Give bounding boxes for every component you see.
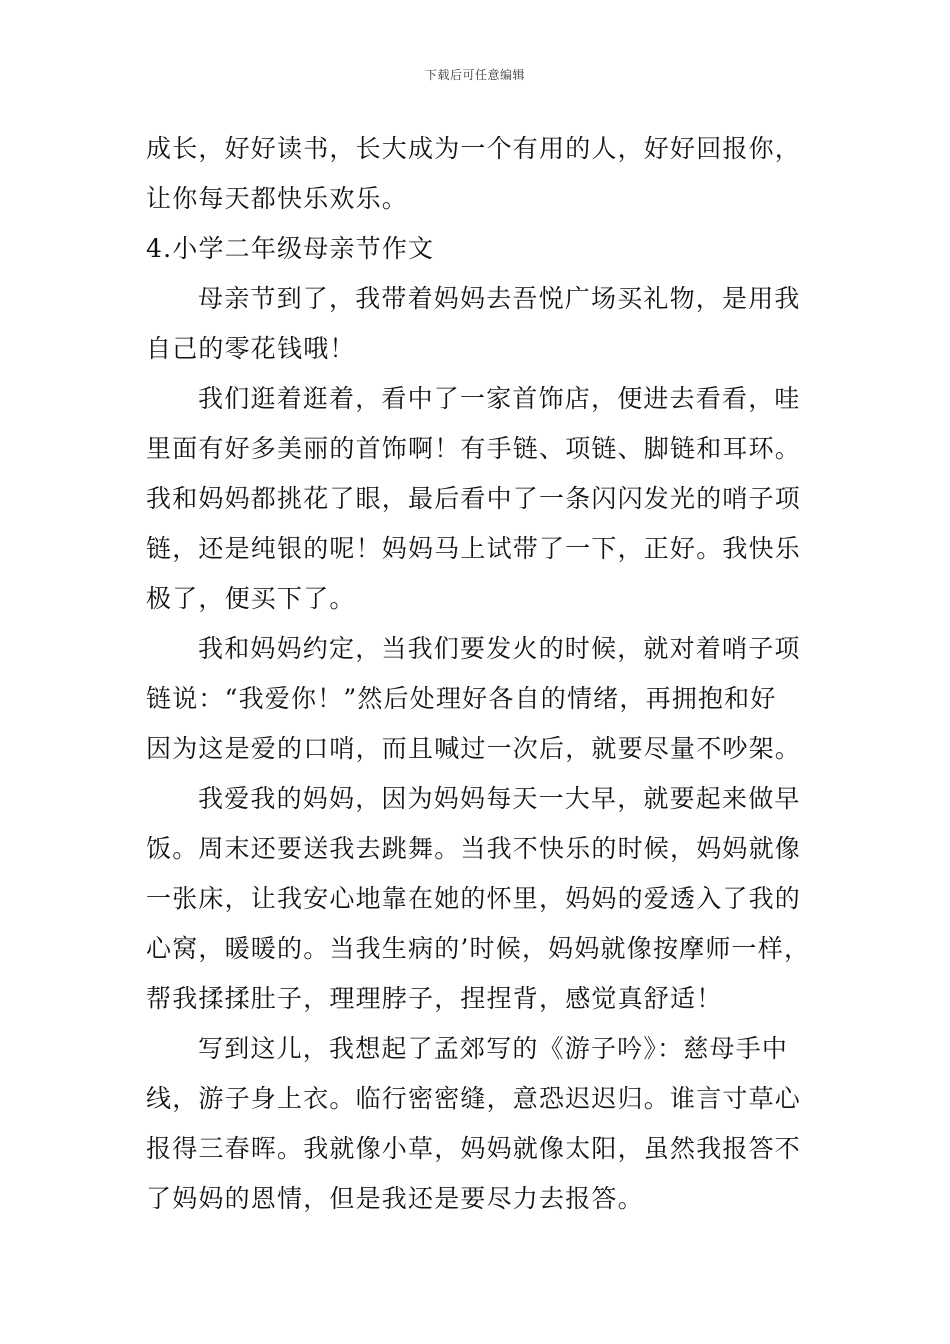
text-line: 心窝，暖暖的。当我生病的’时候，妈妈就像按摩师一样， — [146, 934, 811, 963]
text-line: 链说：“我爱你！”然后处理好各自的情绪，再拥抱和好 — [146, 684, 777, 713]
section-heading: 4.小学二年级母亲节作文 — [146, 234, 435, 263]
text-line: 线，游子身上衣。临行密密缝，意恐迟迟归。谁言寸草心 — [146, 1084, 802, 1113]
text-line: 极了，便买下了。 — [146, 584, 356, 613]
text-line: 报得三春晖。我就像小草，妈妈就像太阳，虽然我报答不 — [146, 1134, 802, 1163]
document-body — [146, 124, 836, 1224]
text-line: 了妈妈的恩情，但是我还是要尽力去报答。 — [146, 1184, 644, 1213]
text-line: 让你每天都快乐欢乐。 — [146, 184, 409, 213]
text-line: 里面有好多美丽的首饰啊！有手链、项链、脚链和耳环。 — [146, 434, 802, 463]
text-line: 一张床，让我安心地靠在她的怀里，妈妈的爱透入了我的 — [146, 884, 802, 913]
page-header: 下载后可任意编辑 — [424, 68, 525, 82]
text-line: 我爱我的妈妈，因为妈妈每天一大早，就要起来做早 — [198, 784, 801, 813]
text-line: 链，还是纯银的呢！妈妈马上试带了一下，正好。我快乐 — [146, 534, 802, 563]
text-line: 写到这儿，我想起了孟郊写的《游子吟》：慈母手中 — [198, 1034, 789, 1063]
text-line: 我们逛着逛着，看中了一家首饰店，便进去看看，哇 — [198, 384, 801, 413]
text-line: 母亲节到了，我带着妈妈去吾悦广场买礼物，是用我 — [198, 284, 801, 313]
text-line: 帮我揉揉肚子，理理脖子，捏捏背，感觉真舒适！ — [146, 984, 723, 1013]
text-line: 成长，好好读书，长大成为一个有用的人，好好回报你， — [146, 134, 802, 163]
text-line: 因为这是爱的口哨，而且喊过一次后，就要尽量不吵架。 — [146, 734, 802, 763]
text-line: 我和妈妈都挑花了眼，最后看中了一条闪闪发光的哨子项 — [146, 484, 802, 513]
text-line: 我和妈妈约定，当我们要发火的时候，就对着哨子项 — [198, 634, 801, 663]
text-line: 自己的零花钱哦！ — [146, 334, 356, 363]
text-line: 饭。周末还要送我去跳舞。当我不快乐的时候，妈妈就像 — [146, 834, 802, 863]
